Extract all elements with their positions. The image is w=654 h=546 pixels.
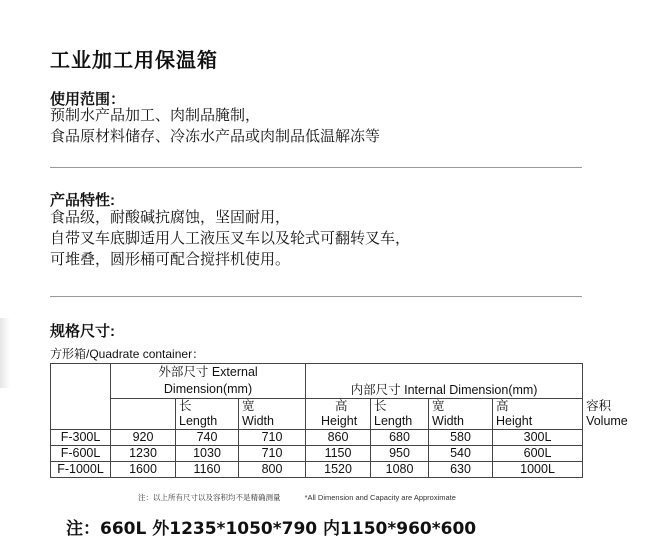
table-cell: 300L (493, 430, 583, 446)
features-text (50, 207, 410, 270)
table-cell: 1160 (176, 462, 239, 478)
table-cell: 710 (239, 430, 306, 446)
features-heading: 产品特性: (50, 192, 115, 209)
internal-dimension-header: 内部尺寸 Internal Dimension(mm) (306, 364, 583, 399)
page-title: 工业加工用保温箱 (50, 50, 218, 72)
features-line-2: 自带叉车底脚适用人工液压叉车以及轮式可翻转叉车， (50, 230, 411, 247)
external-header-line-2: Dimension(mm) (163, 382, 253, 396)
external-dimension-header (111, 364, 306, 399)
table-cell: 740 (176, 430, 239, 446)
table-cell: 950 (371, 446, 429, 462)
col-header: 长 Length (176, 399, 239, 430)
features-line-3: 可堆叠，圆形桶可配合搅拌机使用。 (50, 251, 291, 268)
table-cell: 630 (429, 462, 493, 478)
table-cell: 540 (429, 446, 493, 462)
col-header: 高 Height (493, 399, 583, 430)
container-label: 方形箱/Quadrate container： (50, 347, 205, 361)
table-cell: 1600 (111, 462, 176, 478)
divider-2 (50, 296, 582, 297)
model-cell: F-300L (51, 430, 111, 446)
usage-line-1: 预制水产品加工、肉制品腌制， (50, 107, 261, 124)
spec-table (50, 363, 628, 478)
model-cell: F-600L (51, 446, 111, 462)
table-cell: 800 (239, 462, 306, 478)
col-header: 长 Length (371, 399, 429, 430)
table-row (51, 462, 583, 478)
col-header: 宽 Width (429, 399, 493, 430)
table-column-headers: 长 Length 宽 Width 高 Height 长 Length 宽 Width 高 Height 容积 Volume (51, 399, 583, 430)
table-cell: 1520 (306, 462, 371, 478)
model-header-cell (51, 364, 111, 430)
usage-text (50, 105, 380, 147)
features-line-1: 食品级，耐酸碱抗腐蚀，坚固耐用， (50, 209, 291, 226)
specs-heading: 规格尺寸: (50, 323, 115, 340)
footer-note: 注：660L 外1235*1050*790 内1150*960*600 (66, 519, 477, 539)
left-edge-shadow (0, 318, 10, 388)
footnote-en: *All Dimension and Capacity are Approximate (304, 493, 456, 502)
table-cell: 920 (111, 430, 176, 446)
model-header-cell-lower (111, 399, 176, 430)
table-header-row (51, 364, 583, 399)
col-header: 宽 Width (239, 399, 306, 430)
table-cell: 1150 (306, 446, 371, 462)
usage-heading: 使用范围： (50, 91, 126, 108)
table-cell: 600L (493, 446, 583, 462)
table-cell: 680 (371, 430, 429, 446)
external-header-line-1: 外部尺寸 External (158, 365, 258, 379)
col-header: 高 Height (306, 399, 371, 430)
footnote-zh: 注：以上所有尺寸以及容积均不是精确测量 (138, 493, 281, 502)
divider-1 (50, 167, 582, 168)
model-cell: F-1000L (51, 462, 111, 478)
usage-line-2: 食品原材料储存、冷冻水产品或肉制品低温解冻等 (50, 128, 381, 145)
table-cell: 1230 (111, 446, 176, 462)
table-row (51, 446, 583, 462)
table-cell: 580 (429, 430, 493, 446)
table-footnote (138, 492, 478, 503)
table-cell: 1030 (176, 446, 239, 462)
table-cell: 1000L (493, 462, 583, 478)
table-cell: 860 (306, 430, 371, 446)
table-row (51, 430, 583, 446)
table-cell: 1080 (371, 462, 429, 478)
table-cell: 710 (239, 446, 306, 462)
